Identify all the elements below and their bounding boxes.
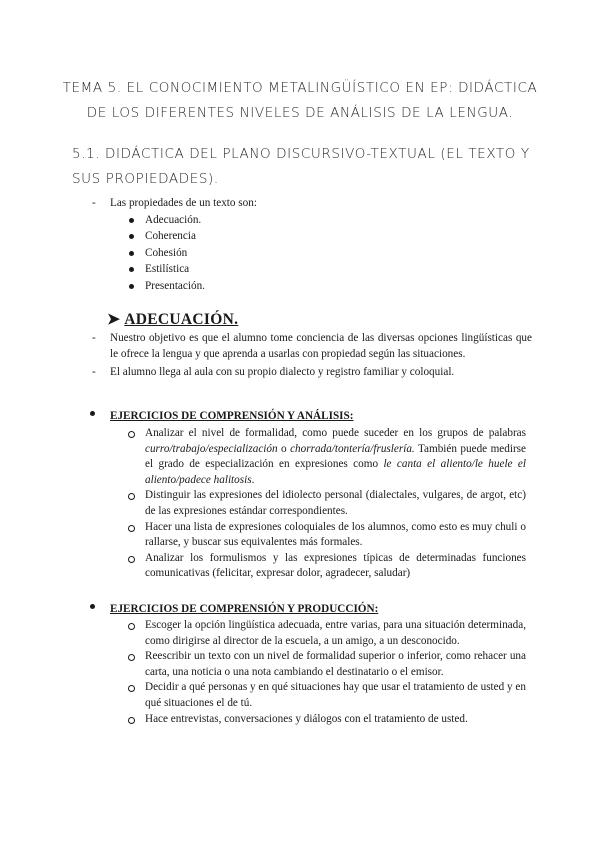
list-item: Escoger la opción lingüística adecuada, entre varias, para una situación determinada, como dirigirse al director de la escuela, a un amigo, a un desconocido. [128, 618, 526, 649]
list-item: - Nuestro objetivo es que el alumno tome conciencia de las diversas opciones lingüísticas que le ofrece la lengua y que aprenda a usarlas con propiedad según las situaciones. [92, 331, 532, 362]
page-title [40, 76, 560, 126]
intro-list [92, 196, 532, 212]
item-text: También puede medirse el grado de especialización en expresiones como [145, 442, 527, 471]
item-example: le canta el aliento/le huele el aliento/padece halitosis [145, 458, 526, 486]
adecuacion-points [92, 331, 532, 381]
properties-list [128, 212, 428, 294]
item-example: curro/trabajo/especialización [145, 442, 278, 455]
adecuacion-heading [107, 310, 238, 329]
list-item [128, 426, 526, 488]
item-text: o [277, 442, 291, 455]
list-item: Adecuación. [128, 212, 428, 228]
production-exercises-heading [88, 602, 378, 618]
subtitle-line-1: 5.1. DIDÁCTICA DEL PLANO DISCURSIVO-TEXTUAL (EL TEXTO Y [72, 146, 530, 162]
intro-lead: - Las propiedades de un texto son: [92, 196, 532, 212]
list-item: Reescribir un texto con un nivel de formalidad superior o inferior, como rehacer una carta, una noticia o una nota cambiando el destinatario o el emisor. [128, 649, 526, 680]
analysis-exercises-heading [88, 409, 353, 425]
item-text: . [251, 473, 255, 486]
list-item: Distinguir las expresiones del idiolecto personal (dialectales, vulgares, de argot, etc) de las expresiones estándar correspondientes. [128, 488, 526, 519]
list-item: Hace entrevistas, conversaciones y diálogos con el tratamiento de usted. [128, 712, 526, 728]
list-item: Coherencia [128, 228, 428, 244]
list-item: - El alumno llega al aula con su propio dialecto y registro familiar y coloquial. [92, 365, 532, 381]
arrow-icon: ➤ [107, 311, 121, 328]
analysis-heading-text: EJERCICIOS DE COMPRENSIÓN Y ANÁLISIS: [110, 410, 354, 422]
list-item: Estilística [128, 261, 428, 277]
production-heading-text: EJERCICIOS DE COMPRENSIÓN Y PRODUCCIÓN: [110, 603, 379, 615]
list-item: Decidir a qué personas y en qué situaciones hay que usar el tratamiento de usted y en qué situaciones el de tú. [128, 680, 526, 711]
title-line-2: DE LOS DIFERENTES NIVELES DE ANÁLISIS DE LA LENGUA. [86, 105, 514, 121]
list-item: Cohesión [128, 245, 428, 261]
adecuacion-heading-text: ADECUACIÓN. [124, 311, 239, 328]
list-item: Analizar los formulismos y las expresiones típicas de determinadas funciones comunicativas (felicitar, expresar dolor, agradecer, saludar) [128, 551, 526, 582]
item-example: chorrada/tontería/fruslería. [290, 442, 415, 455]
section-subtitle [72, 142, 542, 192]
analysis-exercises-list [128, 426, 526, 582]
production-exercises-list [128, 618, 526, 727]
title-line-1: TEMA 5. EL CONOCIMIENTO METALINGÜÍSTICO EN EP: DIDÁCTICA [62, 80, 538, 96]
subtitle-line-2: SUS PROPIEDADES). [72, 171, 219, 187]
list-item: Presentación. [128, 278, 428, 294]
list-item: Hacer una lista de expresiones coloquiales de los alumnos, como esto es muy chuli o rallarse, y buscar sus equivalentes más formales. [128, 520, 526, 551]
item-text: Analizar el nivel de formalidad, como puede suceder en los grupos de palabras [145, 427, 526, 439]
